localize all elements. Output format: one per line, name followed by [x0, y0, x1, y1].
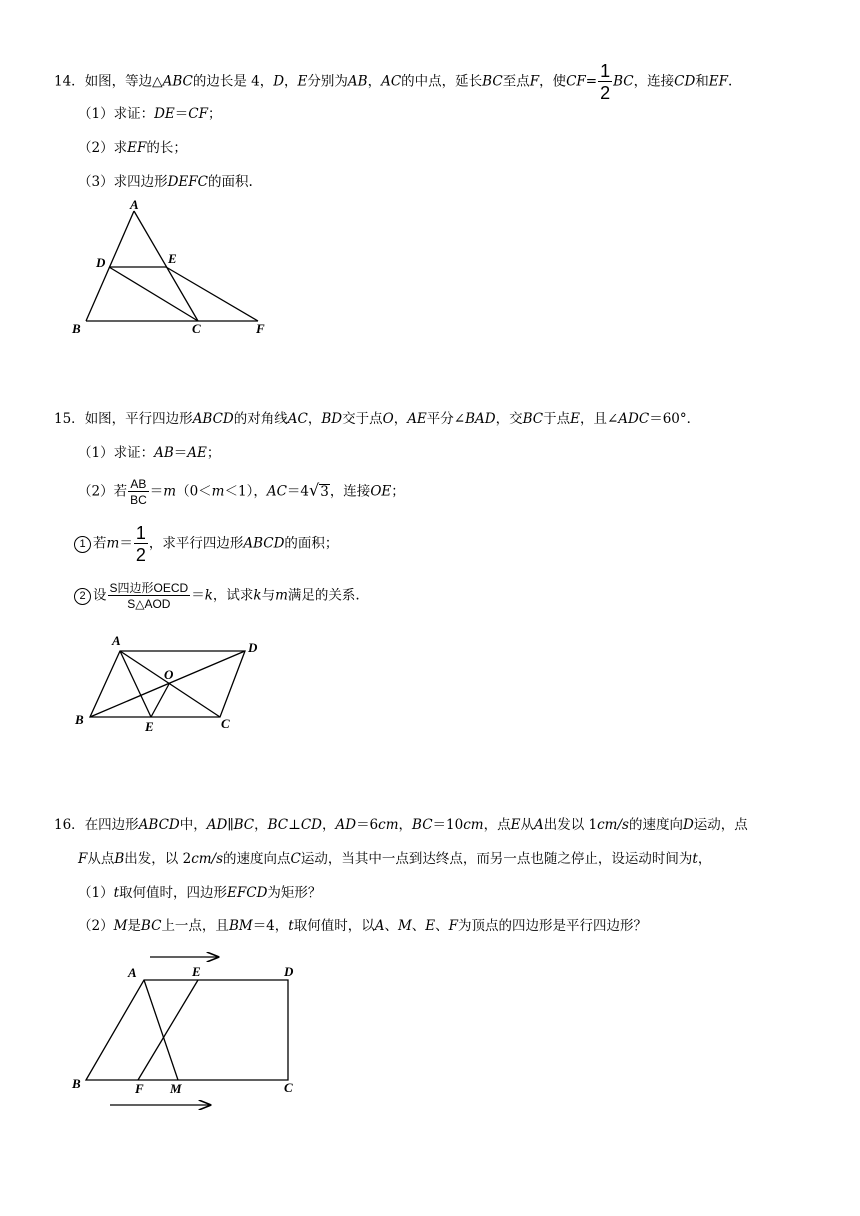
question-number: 16．: [54, 817, 85, 833]
vertex-label-A: A: [112, 633, 121, 648]
vertex-label-D: D: [96, 255, 106, 270]
vertex-label-D: D: [284, 964, 294, 979]
q14-triangle-figure: [60, 195, 280, 340]
q14-part-1: （1）求证：DE＝CF；: [78, 106, 222, 122]
vertex-label-B: B: [72, 1076, 81, 1091]
vertex-label-C: C: [284, 1080, 293, 1095]
segment-AB: [86, 211, 134, 321]
q16-part-2: （2）M是BC上一点，且BM＝4，t取何值时，以A、M、E、F为顶点的四边形是平行四边形？: [78, 918, 648, 934]
q15-part-2: （2）若 $\frac{AB}{BC}$ ＝m（0＜m＜1），AC＝4√3，连接OE；: [78, 477, 405, 507]
segment-EF: [166, 267, 258, 321]
q15-sub-1: 1 若m＝ $\frac{1}{2}$ ，求平行四边形ABCD的面积；: [74, 524, 338, 564]
q16-stem-line-1: 16．在四边形ABCD中，AD∥BC，BC⊥CD，AD＝6cm，BC＝10cm，点E从A出发以 1cm/s的速度向D运动，点: [54, 817, 748, 833]
vertex-label-C: C: [221, 716, 230, 731]
vertex-label-B: B: [72, 321, 81, 336]
q15-part-1: （1）求证：AB＝AE；: [78, 445, 221, 461]
fraction-one-half: $\frac{1}{2}$: [135, 523, 146, 565]
vertex-label-E: E: [168, 251, 177, 266]
vertex-label-A: A: [128, 965, 137, 980]
q15-stem: 15．如图，平行四边形ABCD的对角线AC，BD交于点O，AE平分∠BAD，交BC于点E，且∠ADC＝60°．: [54, 411, 701, 427]
question-number: 15．: [54, 411, 85, 427]
quadrilateral-ABCD: [86, 980, 288, 1080]
fraction-one-half: $\frac{1}{2}$: [600, 61, 611, 103]
vertex-label-F: F: [256, 321, 265, 336]
q15-parallelogram-figure: [65, 630, 275, 740]
q16-stem-line-2: F从点B出发，以 2cm/s的速度向点C运动，当其中一点到达终点，而另一点也随之停止，设运动时间为t，: [78, 851, 712, 867]
vertex-label-B: B: [75, 712, 84, 727]
vertex-label-F: F: [135, 1081, 144, 1096]
question-number: 14．: [54, 73, 85, 90]
sqrt-radicand: 3: [320, 483, 329, 500]
vertex-label-E: E: [192, 964, 201, 979]
vertex-label-A: A: [130, 197, 139, 212]
circled-number-1: 1: [74, 536, 91, 553]
vertex-label-E: E: [145, 719, 154, 734]
segment-EF: [138, 980, 198, 1080]
segment-OE: [151, 684, 169, 717]
vertex-label-C: C: [192, 321, 201, 336]
vertex-label-O: O: [164, 667, 174, 682]
segment-AC: [134, 211, 198, 321]
q15-sub-2: 2 设 $\frac{\text{S四边形OECD}}{\text{S△AOD}}$ ＝k，试求k与m满足的关系.: [74, 582, 360, 610]
fraction-ab-over-bc: $\frac{AB}{BC}$: [130, 477, 147, 507]
sqrt-symbol: √: [309, 480, 320, 500]
segment-CD: [109, 267, 198, 321]
diagonal-BD: [90, 651, 245, 717]
fraction-area-ratio: $\frac{\text{S四边形OECD}}{\text{S△AOD}}$: [109, 581, 189, 611]
q16-part-1: （1）t取何值时，四边形EFCD为矩形？: [78, 885, 322, 901]
q16-quadrilateral-figure: [60, 945, 320, 1115]
vertex-label-D: D: [248, 640, 258, 655]
q14-part-3: （3）求四边形DEFC的面积.: [78, 174, 253, 190]
circled-number-2: 2: [74, 588, 91, 605]
q14-part-2: （2）求EF的长；: [78, 140, 187, 156]
segment-AM: [144, 980, 178, 1080]
vertex-label-M: M: [170, 1081, 182, 1096]
q14-stem: 14．如图，等边△ABC的边长是 4，D，E分别为AB，AC的中点，延长BC至点F，使CF= $\frac{1}{2}$ BC，连接CD和EF.: [54, 61, 733, 103]
